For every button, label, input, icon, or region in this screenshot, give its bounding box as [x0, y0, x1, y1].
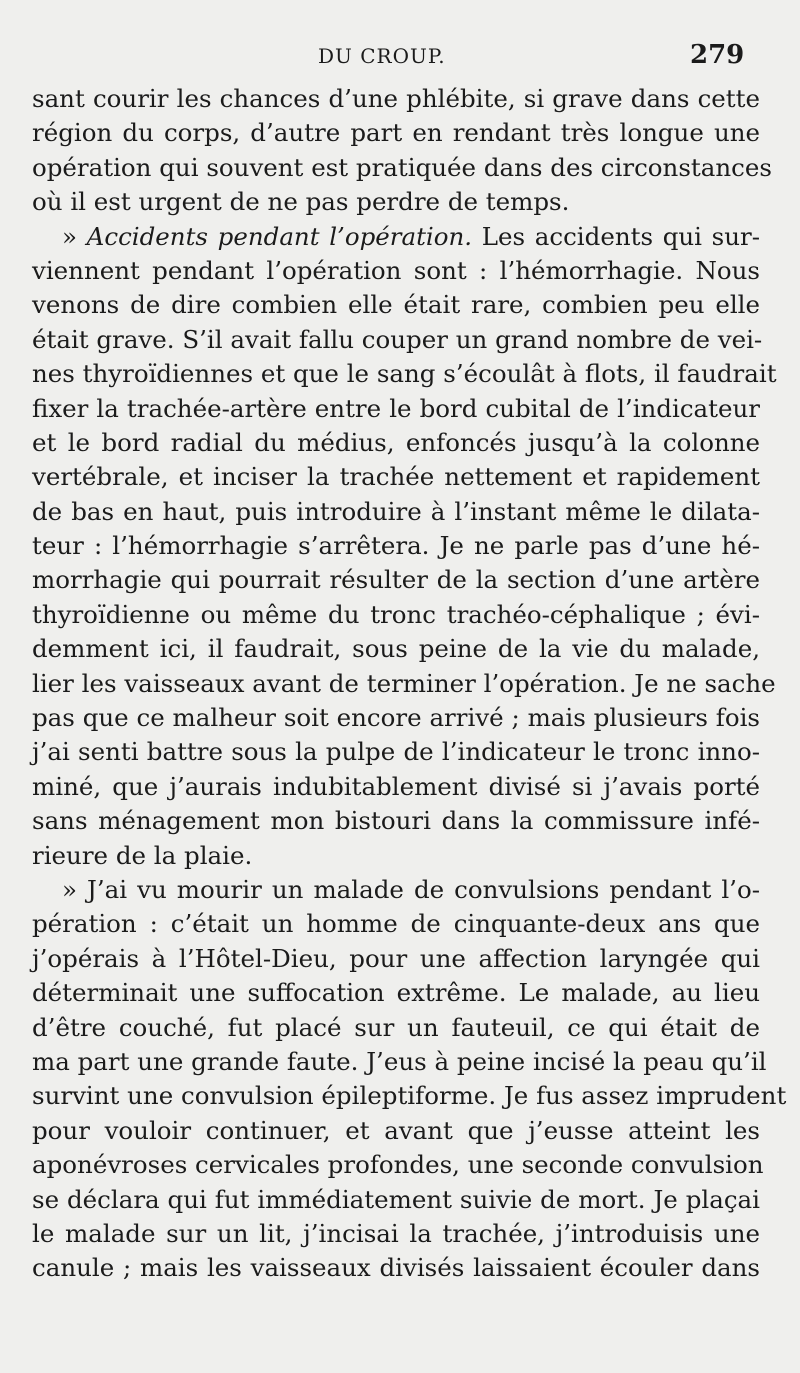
text-line: morrhagie qui pourrait résulter de la section d’une artère [32, 565, 760, 595]
text-line: j’opérais à l’Hôtel-Dieu, pour une affection laryngée qui [32, 943, 760, 973]
text-line: d’être couché, fut placé sur un fauteuil, ce qui était de [32, 1012, 760, 1042]
text-line: nes thyroïdiennes et que le sang s’écoulât à flots, il faudrait [32, 359, 777, 389]
text-line: viennent pendant l’opération sont : l’hémorrhagie. Nous [32, 255, 760, 285]
text-line: pas que ce malheur soit encore arrivé ; mais plusieurs fois [32, 703, 760, 733]
text-line: demment ici, il faudrait, sous peine de la vie du malade, [32, 634, 760, 664]
text-line: aponévroses cervicales profondes, une seconde convulsion [32, 1150, 764, 1180]
text-line: thyroïdienne ou même du tronc trachéo-céphalique ; évi- [32, 599, 760, 629]
text-line: » J’ai vu mourir un malade de convulsions pendant l’o- [62, 874, 760, 904]
text-line: venons de dire combien elle était rare, combien peu elle [32, 290, 760, 320]
text-line: région du corps, d’autre part en rendant très longue une [32, 118, 760, 148]
paragraph-mark: » [62, 221, 87, 251]
text-line: sans ménagement mon bistouri dans la commissure infé- [32, 806, 760, 836]
body-text [32, 82, 787, 1286]
text-line: et le bord radial du médius, enfoncés jusqu’à la colonne [32, 427, 760, 457]
text-line: où il est urgent de ne pas perdre de temps. [32, 187, 570, 217]
text-line: teur : l’hémorrhagie s’arrêtera. Je ne parle pas d’une hé- [32, 531, 760, 561]
running-title: DU CROUP. [318, 44, 446, 68]
text-line [32, 220, 760, 254]
text-line: ma part une grande faute. J’eus à peine incisé la peau qu’il [32, 1046, 767, 1076]
text-line: rieure de la plaie. [32, 840, 253, 870]
text-line: vertébrale, et inciser la trachée nettement et rapidement [32, 462, 760, 492]
text-line: opération qui souvent est pratiquée dans des circonstances [32, 152, 772, 182]
text-line: pour vouloir continuer, et avant que j’eusse atteint les [32, 1115, 760, 1145]
text-line: survint une convulsion épileptiforme. Je fus assez imprudent [32, 1081, 787, 1111]
text-line: se déclara qui fut immédiatement suivie de mort. Je plaçai [32, 1184, 760, 1214]
text-line: sant courir les chances d’une phlébite, si grave dans cette [32, 84, 760, 113]
text-line: lier les vaisseaux avant de terminer l’opération. Je ne sache [32, 668, 776, 698]
text-line: pération : c’était un homme de cinquante-deux ans que [32, 909, 760, 939]
section-heading: Accidents pendant l’opération. [86, 221, 473, 251]
text-line: était grave. S’il avait fallu couper un grand nombre de vei- [32, 324, 763, 354]
text-line: le malade sur un lit, j’incisai la trachée, j’introduisis une [32, 1218, 760, 1248]
text-line: canule ; mais les vaisseaux divisés laissaient écouler dans [32, 1253, 760, 1283]
text-run: Les accidents qui sur- [472, 221, 760, 251]
text-line: miné, que j’aurais indubitablement divisé si j’avais porté [32, 771, 760, 801]
text-line: de bas en haut, puis introduire à l’instant même le dilata- [32, 496, 760, 526]
text-line: j’ai senti battre sous la pulpe de l’indicateur le tronc inno- [32, 737, 760, 767]
text-line: fixer la trachée-artère entre le bord cubital de l’indicateur [32, 393, 760, 423]
text-line: déterminait une suffocation extrême. Le malade, au lieu [32, 978, 760, 1008]
running-head [0, 40, 800, 76]
page-number: 279 [690, 40, 745, 70]
